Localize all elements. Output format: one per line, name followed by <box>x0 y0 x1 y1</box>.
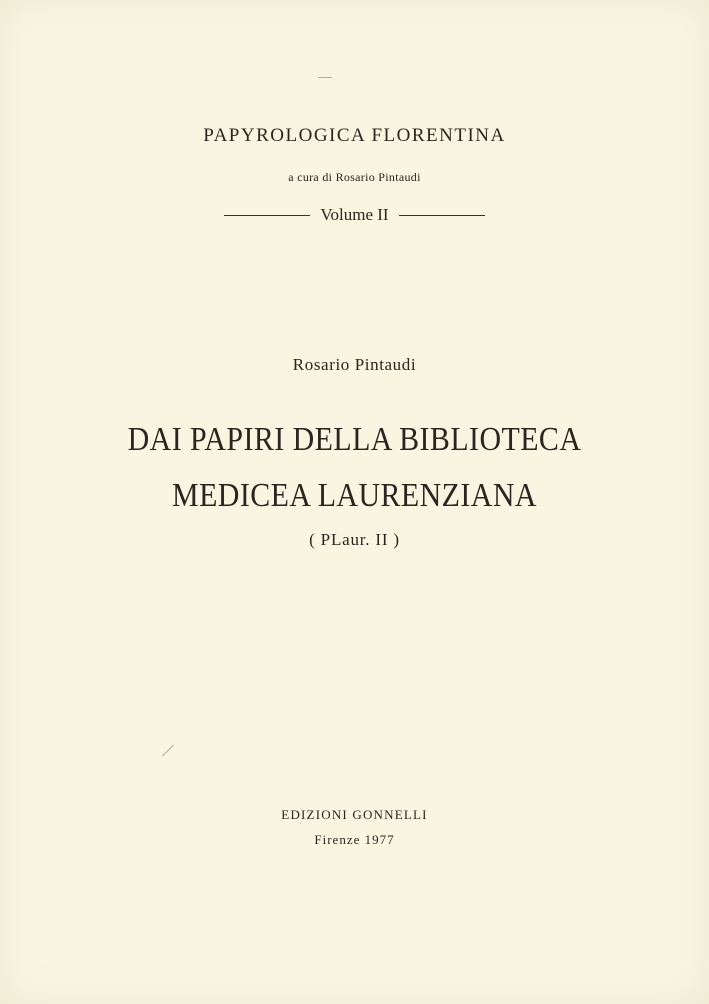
author-name: Rosario Pintaudi <box>292 355 417 374</box>
pencil-mark <box>162 744 174 756</box>
volume-label: Volume II <box>320 205 389 224</box>
publication-place-year: Firenze 1977 <box>314 832 395 847</box>
series-title: PAPYROLOGICA FLORENTINA <box>203 125 506 146</box>
series-editor: a cura di Rosario Pintaudi <box>288 170 421 184</box>
book-title-line-2: MEDICEA LAURENZIANA <box>172 477 537 514</box>
volume-row <box>0 205 709 225</box>
volume-rule-right <box>399 215 485 216</box>
book-subtitle: ( PLaur. II ) <box>309 530 400 549</box>
publisher-name: EDIZIONI GONNELLI <box>281 807 428 822</box>
book-title-line-1: DAI PAPIRI DELLA BIBLIOTECA <box>127 421 582 458</box>
paper-mark <box>318 77 332 78</box>
volume-rule-left <box>224 215 310 216</box>
